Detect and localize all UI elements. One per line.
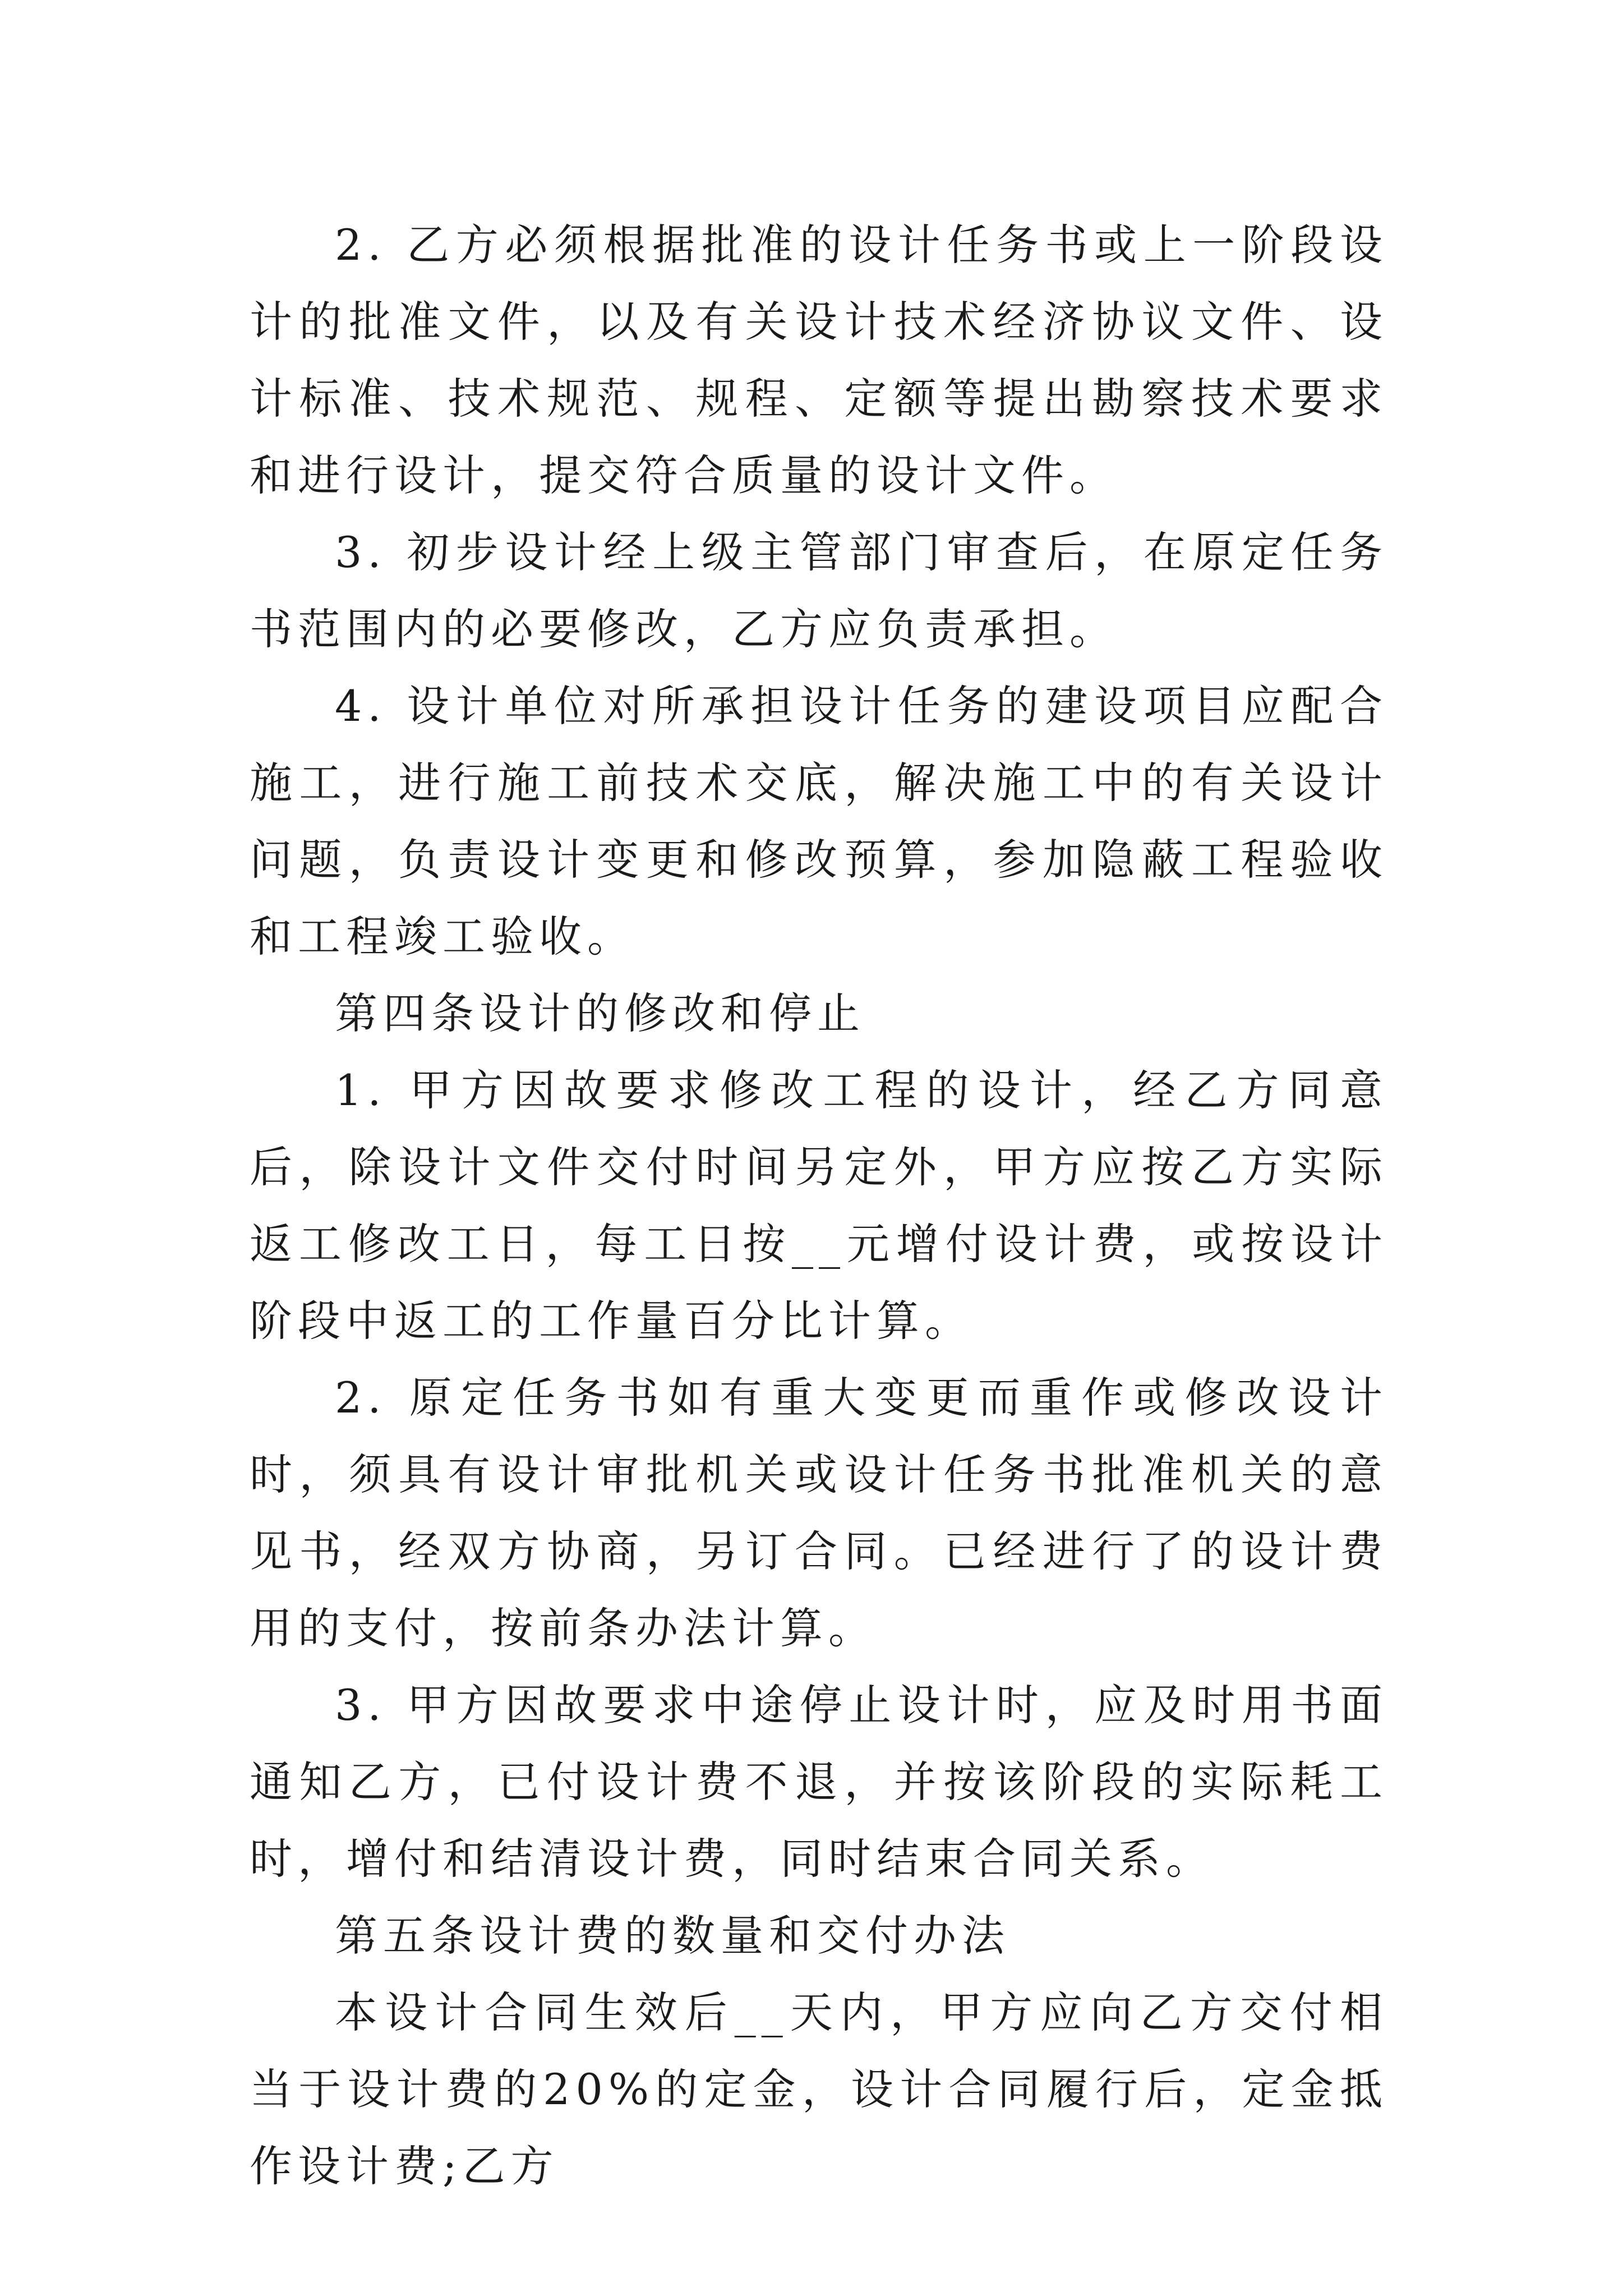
paragraph-design-requirements: 2. 乙方必须根据批准的设计任务书或上一阶段设计的批准文件，以及有关设计技术经济协议文件、设计标准、技术规范、规程、定额等提出勘察技术要求和进行设计，提交符合质量的设计文件。	[250, 220, 1388, 500]
paragraph-construction-cooperation: 4. 设计单位对所承担设计任务的建设项目应配合施工，进行施工前技术交底，解决施工中的有关设计问题，负责设计变更和修改预算，参加隐蔽工程验收和工程竣工验收。	[250, 681, 1388, 961]
paragraph-design-stop: 3. 甲方因故要求中途停止设计时，应及时用书面通知乙方，已付设计费不退，并按该阶段的实际耗工时，增付和结清设计费，同时结束合同关系。	[250, 1680, 1388, 1884]
section-heading-article-5: 第五条设计费的数量和交付办法	[335, 1911, 1010, 1961]
paragraph-major-change: 2. 原定任务书如有重大变更而重作或修改设计时，须具有设计审批机关或设计任务书批准机关的意见书，经双方协商，另订合同。已经进行了的设计费用的支付，按前条办法计算。	[250, 1373, 1388, 1653]
paragraph-design-fee-payment: 本设计合同生效后__天内，甲方应向乙方交付相当于设计费的20%的定金，设计合同履行后，定金抵作设计费;乙方	[250, 1987, 1388, 2191]
section-heading-article-4: 第四条设计的修改和停止	[335, 988, 865, 1038]
document-body	[250, 206, 1388, 2205]
paragraph-design-modification: 1. 甲方因故要求修改工程的设计，经乙方同意后，除设计文件交付时间另定外，甲方应按乙方实际返工修改工日，每工日按__元增付设计费，或按设计阶段中返工的工作量百分比计算。	[250, 1065, 1388, 1346]
paragraph-preliminary-design-review: 3. 初步设计经上级主管部门审查后，在原定任务书范围内的必要修改，乙方应负责承担。	[250, 527, 1388, 654]
